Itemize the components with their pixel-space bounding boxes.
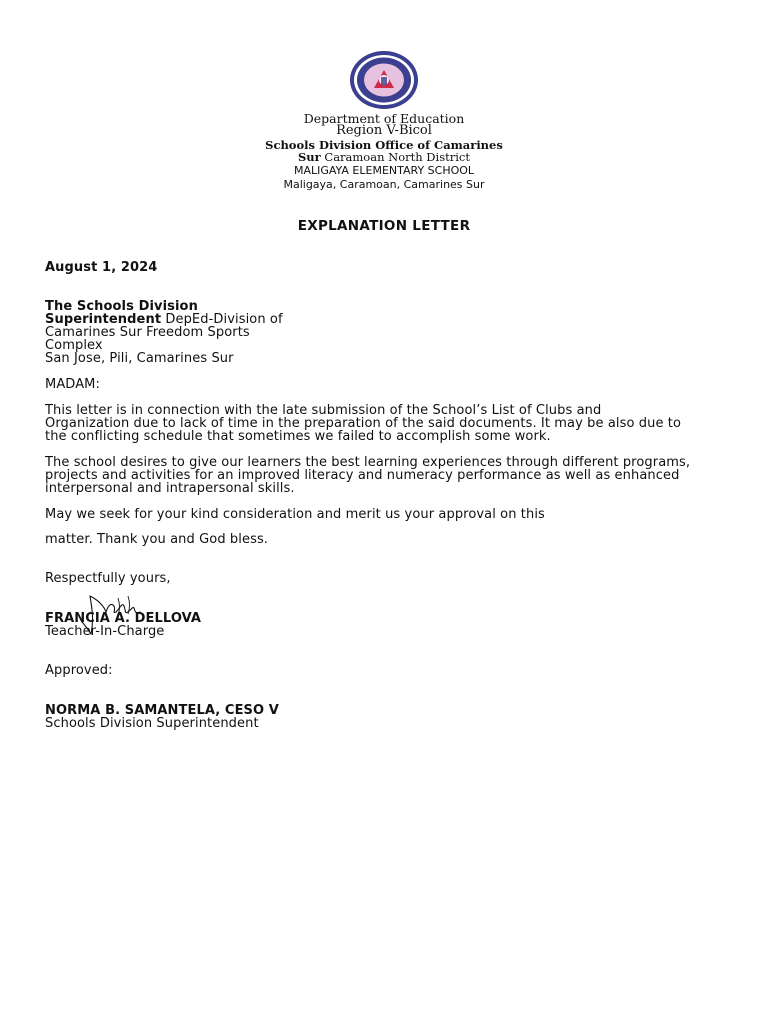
division-office-sur: Sur (298, 150, 321, 164)
approved-label: Approved: (45, 663, 113, 678)
recipient-line3: Camarines Sur Freedom Sports (45, 325, 250, 340)
deped-seal-icon (348, 50, 420, 110)
paragraph-1-line-1: This letter is in connection with the late submission of the School’s List of Clubs and (45, 403, 602, 418)
recipient-line5: San Jose, Pili, Camarines Sur (45, 351, 234, 366)
paragraph-2-line-2: projects and activities for an improved literacy and numeracy performance as well as enhanced (45, 468, 680, 483)
paragraph-3-line-1: May we seek for your kind consideration and merit us your approval on this (45, 507, 545, 522)
paragraph-3-line-2: matter. Thank you and God bless. (45, 532, 269, 547)
paragraph-1-line-3: the conflicting schedule that sometimes we failed to accomplish some work. (45, 429, 551, 444)
division-office-line1: Schools Division Office of Camarines (265, 138, 503, 152)
recipient-line4: Complex (45, 338, 103, 353)
school-address: Maligaya, Caramoan, Camarines Sur (283, 178, 485, 191)
region-name: Region V-Bicol (336, 123, 432, 138)
paragraph-1-line-2: Organization due to lack of time in the preparation of the said documents. It may be also due to (45, 416, 682, 431)
recipient-line1: The Schools Division (45, 299, 198, 314)
paragraph-2-line-1: The school desires to give our learners the best learning experiences through different programs, (45, 455, 691, 470)
paragraph-2-line-3: interpersonal and intrapersonal skills. (45, 481, 295, 496)
salutation: MADAM: (45, 377, 100, 392)
school-name: MALIGAYA ELEMENTARY SCHOOL (293, 164, 475, 177)
recipient-title: Superintendent (45, 312, 162, 327)
district-name: Caramoan North District (320, 150, 470, 164)
recipient-office: DepEd-Division of (161, 312, 283, 327)
department-name: Department of Education (303, 111, 465, 126)
signatory-name: FRANCIA A. DELLOVA (45, 611, 202, 626)
letter-title: EXPLANATION LETTER (297, 218, 471, 234)
approver-name: NORMA B. SAMANTELA, CESO V (45, 703, 279, 718)
closing: Respectfully yours, (45, 571, 171, 586)
division-office-line2 (0, 150, 768, 164)
signatory-position: Teacher-In-Charge (45, 624, 165, 639)
letter-date: August 1, 2024 (45, 260, 158, 275)
approver-position: Schools Division Superintendent (45, 716, 259, 731)
